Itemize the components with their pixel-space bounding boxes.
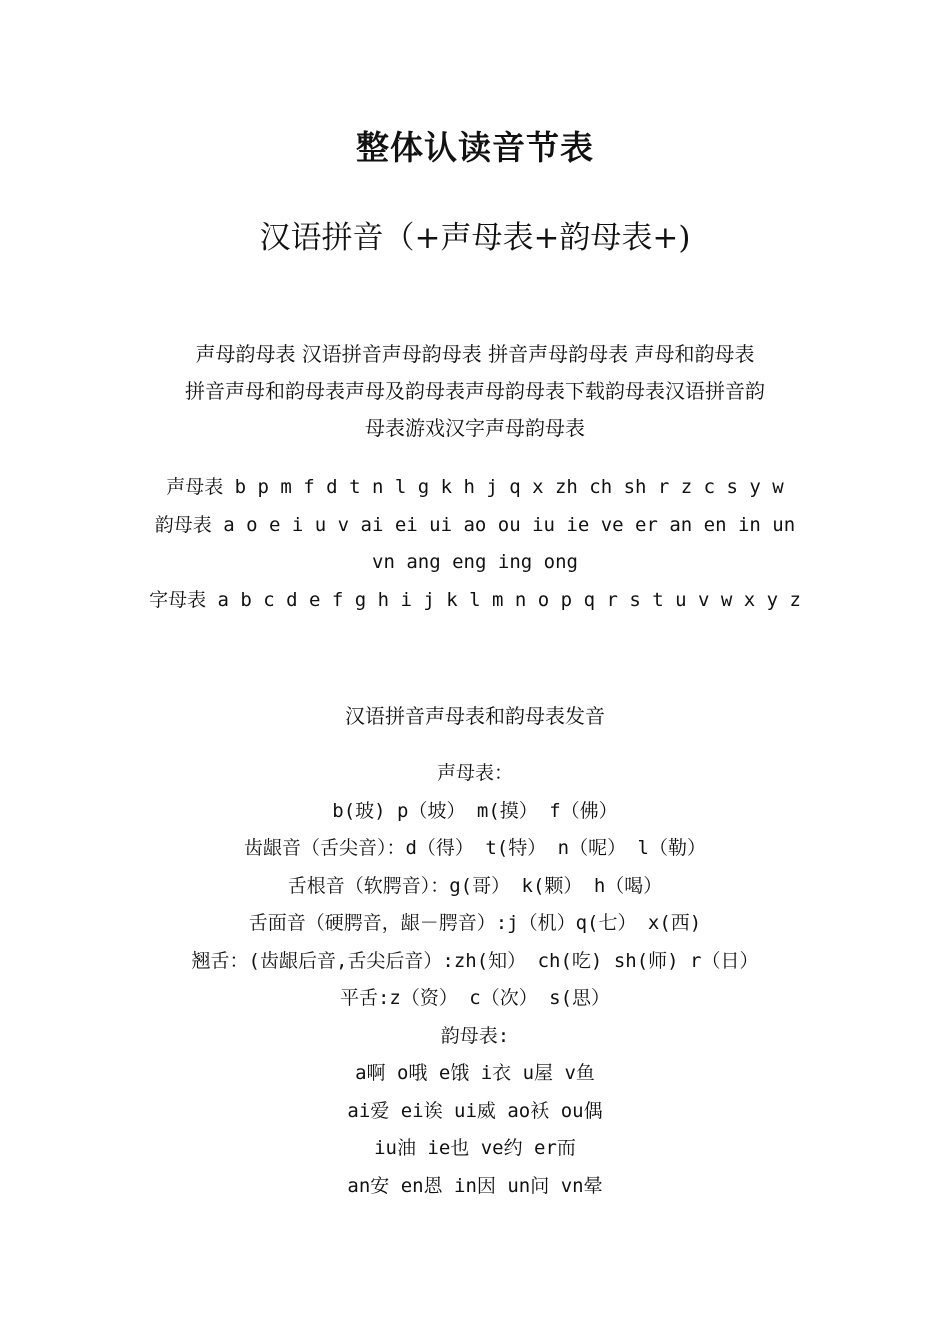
pronunciation-line: 舌面音（硬腭音，龈－腭音）:j（机）q(七） x(西) [248,912,702,934]
pronunciation-line: 舌根音（软腭音）：g(哥） k(颗） h（喝） [287,874,663,897]
keywords-line: 母表游戏汉字声母韵母表 [365,416,585,440]
finals-table-line: 韵母表 a o e i u v ai ei ui ao ou iu ie ve er an en in un [154,513,796,536]
keywords-line: 拼音声母和韵母表声母及韵母表声母韵母表下载韵母表汉语拼音韵 [185,379,765,403]
pronunciation-line: 齿龈音（舌尖音）：d（得） t(特） n（呢） l（勒） [243,837,706,859]
pronunciation-line: 翘舌：(齿龈后音,舌尖后音）:zh(知） ch(吃) sh(师) r（日） [191,949,759,972]
pronunciation-list [100,755,850,1205]
pronunciation-line: an安 en恩 in因 un问 vn晕 [347,1174,603,1197]
pronunciation-line: 韵母表: [440,1024,510,1047]
alphabet-table-line: 字母表 a b c d e f g h i j k l m n o p q r s t u v w x y z [149,588,801,611]
pronunciation-line: ai爱 ei诶 ui威 ao袄 ou偶 [347,1099,603,1122]
section-heading: 汉语拼音声母表和韵母表发音 [345,704,605,728]
finals-table-line-continued: vn ang eng ing ong [372,551,578,573]
document-title: 整体认读音节表 [356,128,594,167]
keywords-paragraph [140,336,810,447]
pinyin-tables [140,469,810,619]
pronunciation-line: 平舌:z（资） c（次） s(思） [339,987,611,1009]
keywords-line: 声母韵母表 汉语拼音声母韵母表 拼音声母韵母表 声母和韵母表 [195,342,755,366]
pronunciation-line: 声母表： [436,762,513,784]
initials-table-line: 声母表 b p m f d t n l g k h j q x zh ch sh r z c s y w [166,476,784,498]
pronunciation-line: iu油 ie也 ve约 er而 [374,1137,576,1159]
document-subtitle: 汉语拼音（+声母表+韵母表+) [259,220,691,256]
pronunciation-line: a啊 o哦 e饿 i衣 u屋 v鱼 [355,1062,595,1084]
pronunciation-line: b(玻) p（坡） m(摸） f（佛） [332,799,618,822]
